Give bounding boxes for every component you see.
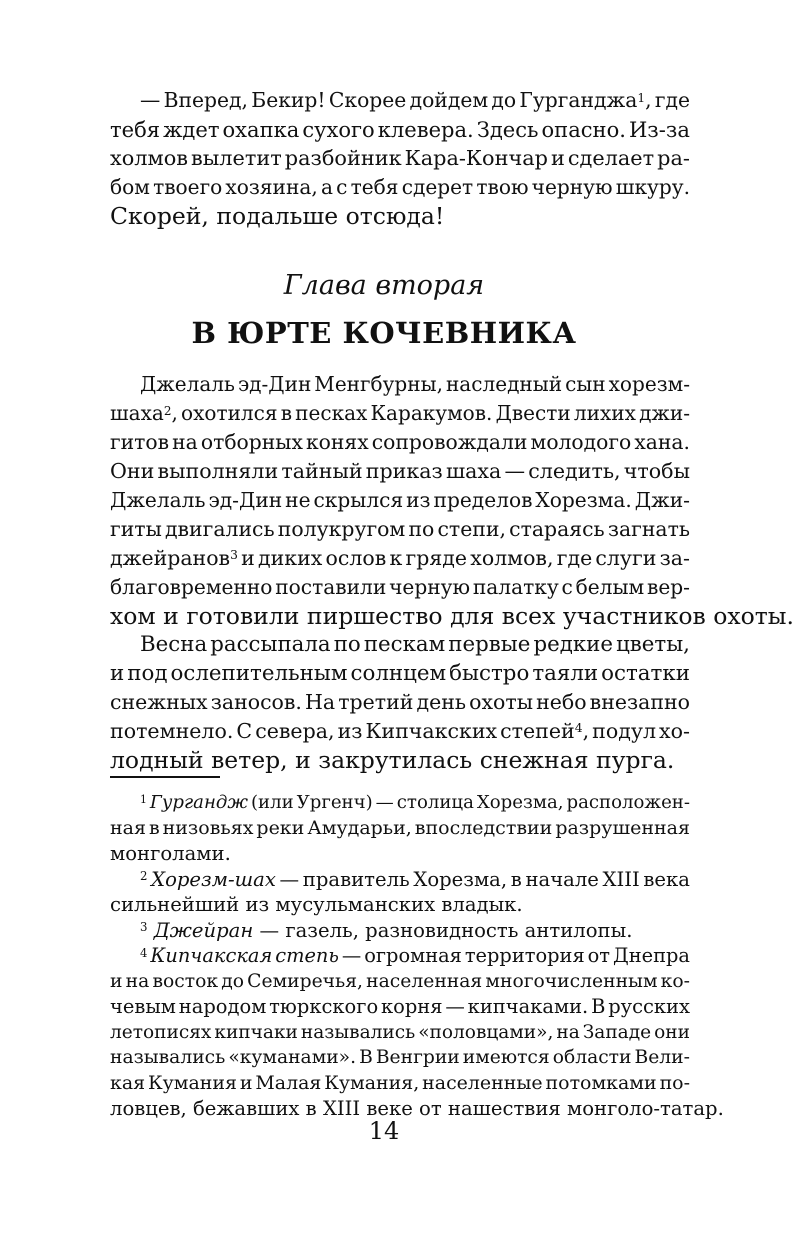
text-line: Они выполняли тайный приказ шаха — следить, чтобы (110, 459, 690, 483)
text-line: лодный ветер, и закрутилась снежная пурга. (110, 746, 675, 774)
text-line: Весна рассыпала по пескам первые редкие цветы, (140, 632, 690, 657)
text-line: холмов вылетит разбойник Кара-Кончар и сделает ра- (110, 146, 690, 170)
paragraph-1 (110, 370, 794, 631)
footnote-line: $^2$ Хорезм-шах — правитель Хорезма, в начале XIII века (140, 867, 690, 891)
paragraph-2 (110, 630, 690, 775)
footnote-line: летописях кипчаки назывались «половцами», на Западе они (110, 1021, 690, 1043)
text-line: гиты двигались полукругом по степи, стараясь загнать (110, 517, 690, 541)
footnote-line: монголами. (110, 842, 231, 865)
text-line: Джелаль эд-Дин Менгбурны, наследный сын хорезм- (140, 372, 690, 396)
footnote-line: $^4$ Кипчакская степь — огромная территория от Днепра (140, 944, 690, 967)
footnote-line: назывались «куманами». В Венгрии имеются области Вели- (110, 1047, 690, 1068)
footnote-line: кая Кумания и Малая Кумания, населенные потомками по- (110, 1071, 690, 1094)
footnote-line: сильнейший из мусульманских владык. (110, 893, 523, 916)
text-line: хом и готовили пиршество для всех участников охоты. (110, 602, 794, 630)
text-line: и под ослепительным солнцем быстро таяли остатки (110, 661, 690, 686)
text-line: потемнело. С севера, из Кипчакских степей$^4$, подул хо- (110, 719, 690, 743)
footnote-separator (110, 776, 220, 778)
text-line: снежных заносов. На третий день охоты небо внезапно (110, 690, 690, 714)
text-line: гитов на отборных конях сопровождали молодого хана. (110, 430, 690, 454)
text-line: благовременно поставили черную палатку с белым вер- (110, 575, 690, 599)
chapter-title: В ЮРТЕ КОЧЕВНИКА (191, 316, 577, 350)
footnote-line: $^1$ Гургандж (или Ургенч) — столица Хорезма, расположен- (140, 792, 690, 813)
text-line: бом твоего хозяина, а с тебя сдерет твою черную шкуру. (110, 175, 690, 199)
text-line: шаха$^2$, охотился в песках Каракумов. Двести лихих джи- (110, 401, 690, 425)
footnote-line: и на восток до Семиречья, населенная многочисленным ко- (110, 970, 690, 992)
text-line: джейранов$^3$ и диких ослов к гряде холмов, где слуги за- (110, 546, 690, 570)
text-line: Джелаль эд-Дин не скрылся из пределов Хорезма. Джи- (110, 488, 690, 512)
text-line: Скорей, подальше отсюда! (110, 202, 445, 230)
text-line: — Вперед, Бекир! Скорее дойдем до Гурганджа$^1$, где (140, 88, 690, 112)
text-line: тебя ждет охапка сухого клевера. Здесь опасно. Из-за (110, 117, 690, 142)
page-number: 14 (368, 1117, 400, 1145)
chapter-label: Глава вторая (283, 270, 485, 301)
intro-paragraph (110, 86, 690, 231)
footnote-line: $^3$ Джейран — газель, разновидность антилопы. (140, 918, 633, 942)
footnote-line: ная в низовьях реки Амударьи, впоследствии разрушенная (110, 816, 690, 839)
footnote-line: чевым народом тюркского корня — кипчаками. В русских (110, 995, 690, 1018)
footnotes (110, 790, 724, 1122)
footnote-line: ловцев, бежавших в XIII веке от нашествия монголо-татар. (110, 1097, 724, 1120)
